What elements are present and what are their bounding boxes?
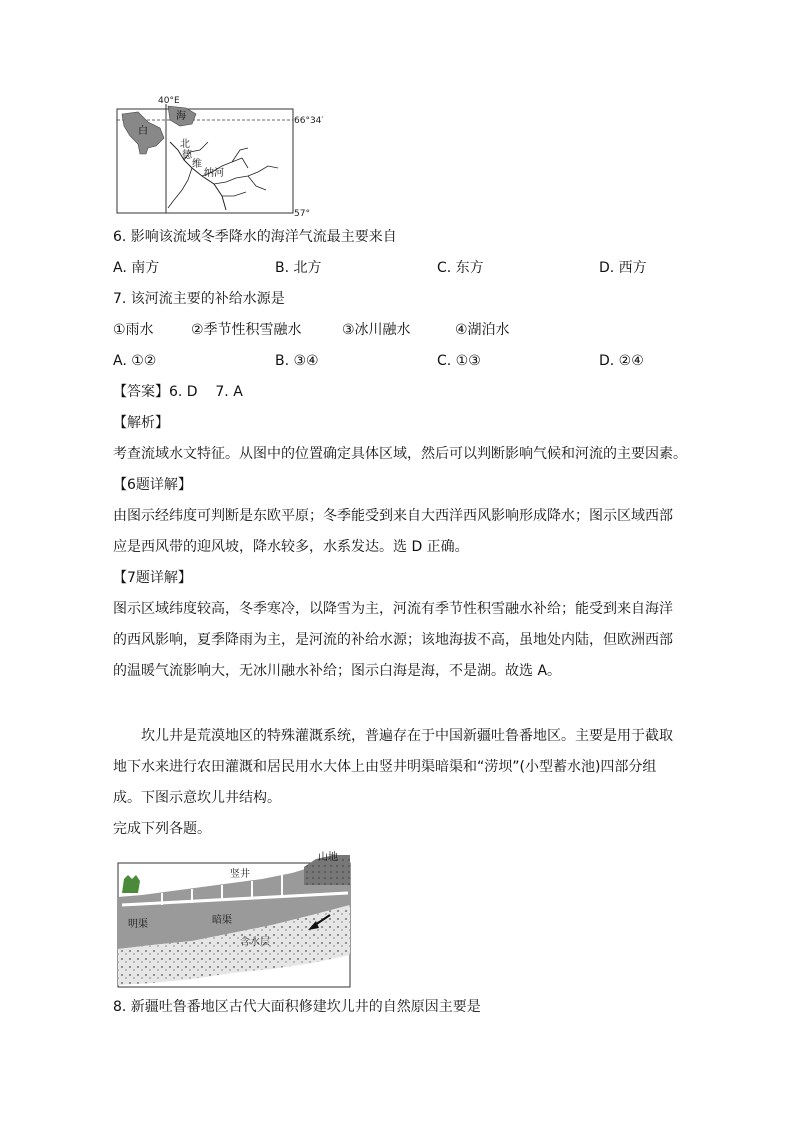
latitude-bottom-label: 57° [294, 209, 310, 219]
river-basin-map [108, 92, 348, 222]
q7-option-c[interactable]: C. ①③ [437, 353, 481, 369]
q6-stem: 6. 影响该流域冬季降水的海洋气流最主要来自 [113, 229, 397, 245]
q7-choice-4: ④湖泊水 [455, 322, 510, 338]
karez-line-2: 地下水来进行农田灌溉和居民用水大体上由竖井明渠暗渠和“涝坝”(小型蓄水池)四部分组 [113, 759, 657, 775]
q8-stem: 8. 新疆吐鲁番地区古代大面积修建坎儿井的自然原因主要是 [113, 999, 481, 1015]
karez-line-3: 成。下图示意坎儿井结构。 [113, 790, 281, 806]
q7-choice-2: ②季节性积雪融水 [191, 322, 302, 338]
detail7-title: 【7题详解】 [113, 570, 192, 586]
latitude-top-label: 66°34′ [294, 116, 324, 126]
detail6-line-2: 应是西风带的迎风坡，降水较多，水系发达。选 D 正确。 [113, 539, 469, 555]
detail7-line-1: 图示区域纬度较高，冬季寒冷，以降雪为主，河流有季节性积雪融水补给；能受到来自海洋 [113, 601, 673, 617]
instruction: 完成下列各题。 [113, 821, 211, 837]
q7-choice-1: ①雨水 [113, 322, 154, 338]
answer-line: 【答案】6. D 7. A [113, 384, 243, 400]
q7-option-d[interactable]: D. ②④ [599, 353, 644, 369]
q7-option-a[interactable]: A. ①② [113, 353, 157, 369]
analysis-text: 考查流域水文特征。从图中的位置确定具体区域，然后可以判断影响气候和河流的主要因素。 [113, 446, 687, 462]
detail7-line-2: 的西风影响，夏季降雨为主，是河流的补给水源；该地海拔不高，虽地处内陆，但欧洲西部 [113, 632, 673, 648]
karez-line-1: 坎儿井是荒漠地区的特殊灌溉系统，普遍存在于中国新疆吐鲁番地区。主要是用于截取 [141, 728, 673, 744]
river-label-1: 北 [180, 139, 190, 150]
q6-option-b[interactable]: B. 北方 [275, 260, 322, 276]
river-label-3: 维 [192, 159, 202, 170]
analysis-title: 【解析】 [113, 415, 169, 431]
q6-option-d[interactable]: D. 西方 [599, 260, 647, 276]
q7-choice-3: ③冰川融水 [342, 322, 411, 338]
mountain-label: 山地 [318, 852, 338, 863]
open-channel-label: 明渠 [128, 919, 148, 930]
shaft-label: 竖井 [230, 869, 250, 880]
q7-option-b[interactable]: B. ③④ [275, 353, 319, 369]
karez-diagram [112, 845, 357, 990]
sea-label: 海 [176, 111, 186, 122]
q6-option-c[interactable]: C. 东方 [437, 260, 484, 276]
q7-stem: 7. 该河流主要的补给水源是 [113, 291, 285, 307]
aquifer-label: 含水层 [240, 937, 270, 948]
detail7-line-3: 的温暖气流影响大，无冰川融水补给；图示白海是海，不是湖。故选 A。 [113, 663, 562, 679]
tree-icon [122, 875, 140, 893]
bai-label: 白 [138, 126, 148, 137]
longitude-label: 40°E [158, 96, 180, 106]
detail6-line-1: 由图示经纬度可判断是东欧平原；冬季能受到来自大西洋西风影响形成降水；图示区域西部 [113, 508, 673, 524]
q6-option-a[interactable]: A. 南方 [113, 260, 160, 276]
river-label-4: 纳河 [204, 168, 224, 179]
detail6-title: 【6题详解】 [113, 477, 192, 493]
river-label-2: 德 [182, 150, 192, 161]
dark-channel-label: 暗渠 [212, 915, 232, 926]
